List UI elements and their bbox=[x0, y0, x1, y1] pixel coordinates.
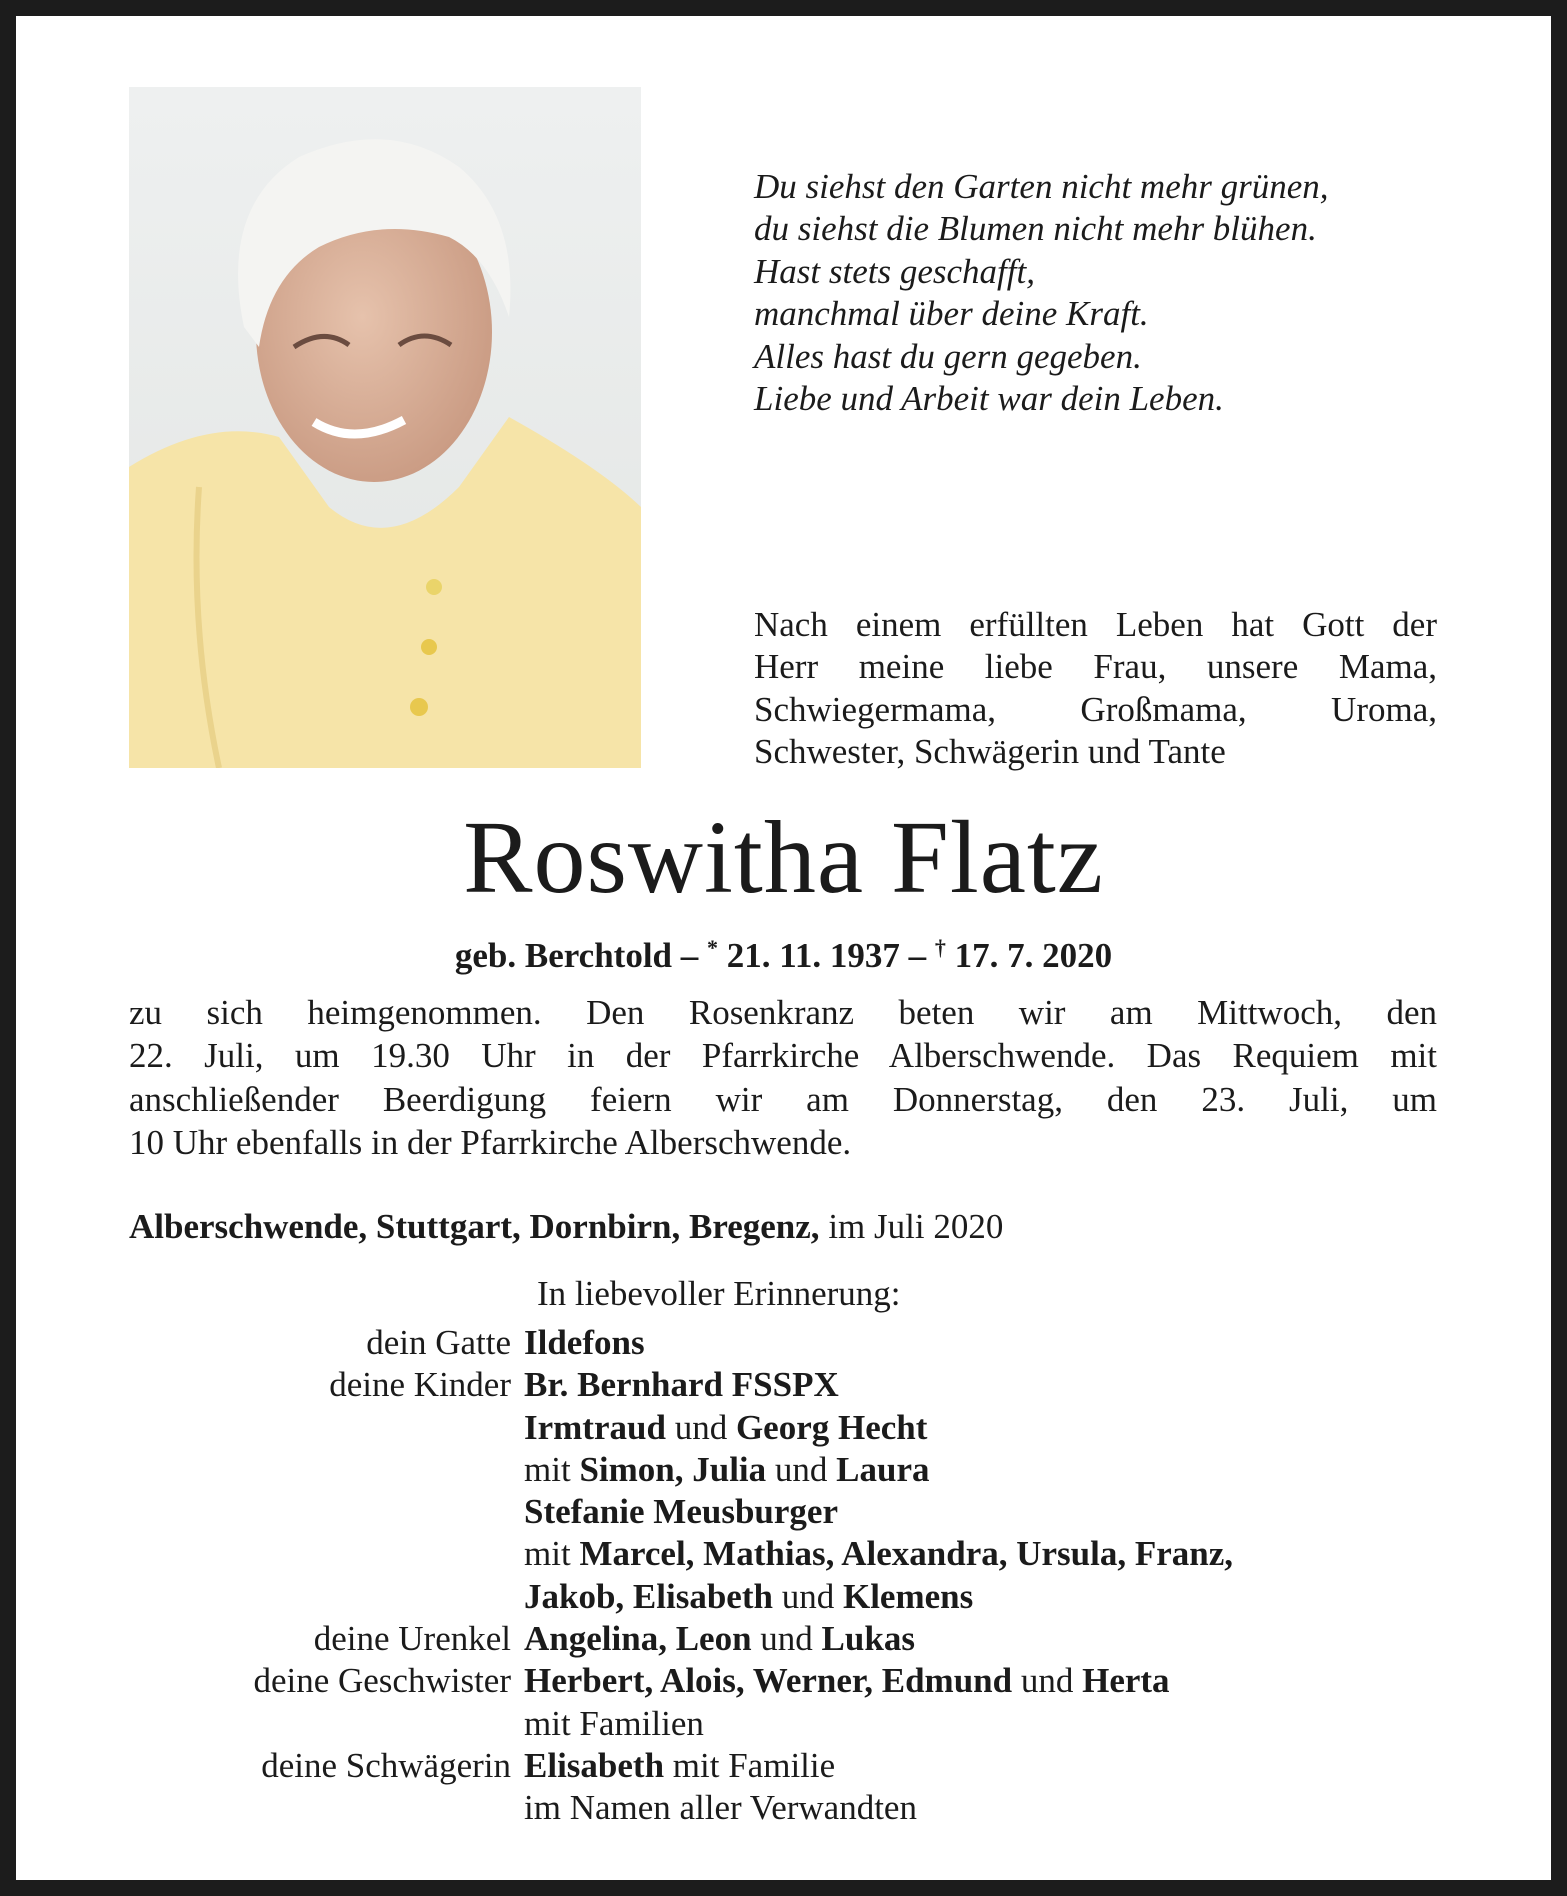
mourner-row bbox=[0, 1703, 1567, 1745]
relation-label: deine Kinder bbox=[329, 1365, 511, 1405]
mourner-row bbox=[0, 1787, 1567, 1829]
intro-line: Nach einem erfüllten Leben hat Gott der bbox=[754, 605, 1437, 644]
service-line: anschließender Beerdigung feiern wir am Donnerstag, den 23. Juli, um bbox=[129, 1079, 1437, 1119]
mourner-name: Irmtraud bbox=[524, 1407, 666, 1447]
mourner-row bbox=[0, 1407, 1567, 1449]
portrait-photo bbox=[129, 87, 641, 768]
service-paragraph bbox=[129, 991, 1437, 1165]
mourner-row bbox=[0, 1660, 1567, 1702]
relation-label: deine Urenkel bbox=[313, 1619, 511, 1659]
relation-label bbox=[0, 1407, 524, 1449]
mourner-row bbox=[0, 1449, 1567, 1491]
relation-label bbox=[0, 1491, 524, 1533]
connector-text: mit bbox=[524, 1449, 580, 1489]
mourner-name: Br. Bernhard FSSPX bbox=[524, 1365, 839, 1405]
mourner-names bbox=[524, 1745, 835, 1787]
connector-text: und bbox=[665, 1407, 736, 1447]
mourner-name: Ildefons bbox=[524, 1323, 645, 1362]
poem bbox=[754, 166, 1329, 420]
mourner-names bbox=[524, 1576, 973, 1618]
connector-text: und bbox=[751, 1619, 822, 1659]
connector-text: mit bbox=[524, 1534, 580, 1574]
relation-label: deine Schwägerin bbox=[261, 1745, 511, 1785]
relation-label bbox=[0, 1787, 524, 1829]
mourner-name: Elisabeth bbox=[524, 1745, 665, 1785]
mourner-name: Marcel, Mathias, Alexandra, Ursula, Franz, bbox=[579, 1534, 1234, 1574]
birth-star-icon: * bbox=[707, 935, 719, 960]
death-date: 17. 7. 2020 bbox=[945, 936, 1113, 975]
service-line: 10 Uhr ebenfalls in der Pfarrkirche Alberschwende. bbox=[129, 1123, 852, 1163]
mourner-names bbox=[524, 1491, 838, 1533]
places: Alberschwende, Stuttgart, Dornbirn, Bregenz, bbox=[129, 1207, 820, 1246]
connector-text: und bbox=[772, 1576, 843, 1616]
death-cross-icon: † bbox=[934, 935, 946, 960]
poem-line: Du siehst den Garten nicht mehr grünen, bbox=[754, 167, 1329, 206]
mourner-name: Georg Hecht bbox=[735, 1407, 928, 1447]
memory-heading: In liebevoller Erinnerung: bbox=[537, 1274, 901, 1313]
mourner-names bbox=[524, 1533, 1233, 1575]
maiden-name: geb. Berchtold bbox=[454, 936, 673, 975]
mourner-names bbox=[524, 1407, 927, 1449]
poem-line: manchmal über deine Kraft. bbox=[754, 294, 1149, 334]
mourner-row bbox=[0, 1745, 1567, 1787]
relation-label bbox=[0, 1449, 524, 1491]
mourners-list bbox=[0, 1322, 1567, 1830]
birth-death-line bbox=[0, 927, 1567, 977]
mourner-names bbox=[524, 1787, 917, 1829]
mourner-names bbox=[524, 1660, 1170, 1702]
mourner-name: Laura bbox=[836, 1449, 930, 1489]
mourner-name: Simon, Julia bbox=[579, 1449, 767, 1489]
mourner-name: Herta bbox=[1082, 1661, 1170, 1701]
mourner-names bbox=[524, 1618, 915, 1660]
intro-line: Schwester, Schwägerin und Tante bbox=[754, 732, 1226, 772]
poem-line: Hast stets geschafft, bbox=[754, 251, 1035, 291]
mourner-name: Stefanie Meusburger bbox=[524, 1492, 838, 1532]
poem-line: Liebe und Arbeit war dein Leben. bbox=[754, 379, 1224, 419]
mourner-names bbox=[524, 1449, 930, 1491]
separator: – bbox=[672, 936, 708, 975]
mourner-row bbox=[0, 1364, 1567, 1406]
places-line bbox=[129, 1205, 1003, 1248]
mourner-name: Jakob, Elisabeth bbox=[524, 1576, 773, 1616]
relation-label bbox=[0, 1533, 524, 1575]
mourner-row bbox=[0, 1576, 1567, 1618]
relation-label: deine Geschwister bbox=[253, 1661, 511, 1701]
connector-text: mit Familie bbox=[664, 1745, 836, 1785]
separator: – bbox=[899, 936, 935, 975]
birth-date: 21. 11. 1937 bbox=[718, 936, 900, 975]
mourner-name: Klemens bbox=[842, 1576, 974, 1616]
intro-line: Herr meine liebe Frau, unsere Mama, bbox=[754, 647, 1437, 687]
connector-text: und bbox=[766, 1449, 837, 1489]
mourner-row bbox=[0, 1533, 1567, 1575]
poem-line: Alles hast du gern gegeben. bbox=[754, 336, 1142, 376]
service-line: 22. Juli, um 19.30 Uhr in der Pfarrkirche Alberschwende. Das Requiem mit bbox=[129, 1036, 1437, 1076]
mourner-row bbox=[0, 1491, 1567, 1533]
service-line: zu sich heimgenommen. Den Rosenkranz beten wir am Mittwoch, den bbox=[129, 993, 1437, 1032]
connector-text: mit Familien bbox=[524, 1703, 704, 1743]
intro-paragraph bbox=[754, 604, 1437, 774]
mourner-names bbox=[524, 1703, 704, 1745]
connector-text: und bbox=[1012, 1661, 1083, 1701]
deceased-name: Roswitha Flatz bbox=[463, 800, 1104, 915]
mourner-names bbox=[524, 1364, 839, 1406]
relation-label bbox=[0, 1703, 524, 1745]
mourner-row bbox=[0, 1618, 1567, 1660]
intro-line: Schwiegermama, Großmama, Uroma, bbox=[754, 689, 1437, 729]
connector-text: im Namen aller Verwandten bbox=[524, 1788, 917, 1828]
mourner-name: Angelina, Leon bbox=[524, 1619, 752, 1659]
date-line: im Juli 2020 bbox=[819, 1207, 1004, 1246]
relation-label: dein Gatte bbox=[366, 1323, 511, 1362]
mourner-name: Lukas bbox=[821, 1619, 915, 1659]
mourner-name: Herbert, Alois, Werner, Edmund bbox=[524, 1661, 1013, 1701]
poem-line: du siehst die Blumen nicht mehr blühen. bbox=[754, 209, 1317, 249]
relation-label bbox=[0, 1576, 524, 1618]
mourner-names bbox=[524, 1322, 645, 1364]
mourner-row bbox=[0, 1322, 1567, 1364]
